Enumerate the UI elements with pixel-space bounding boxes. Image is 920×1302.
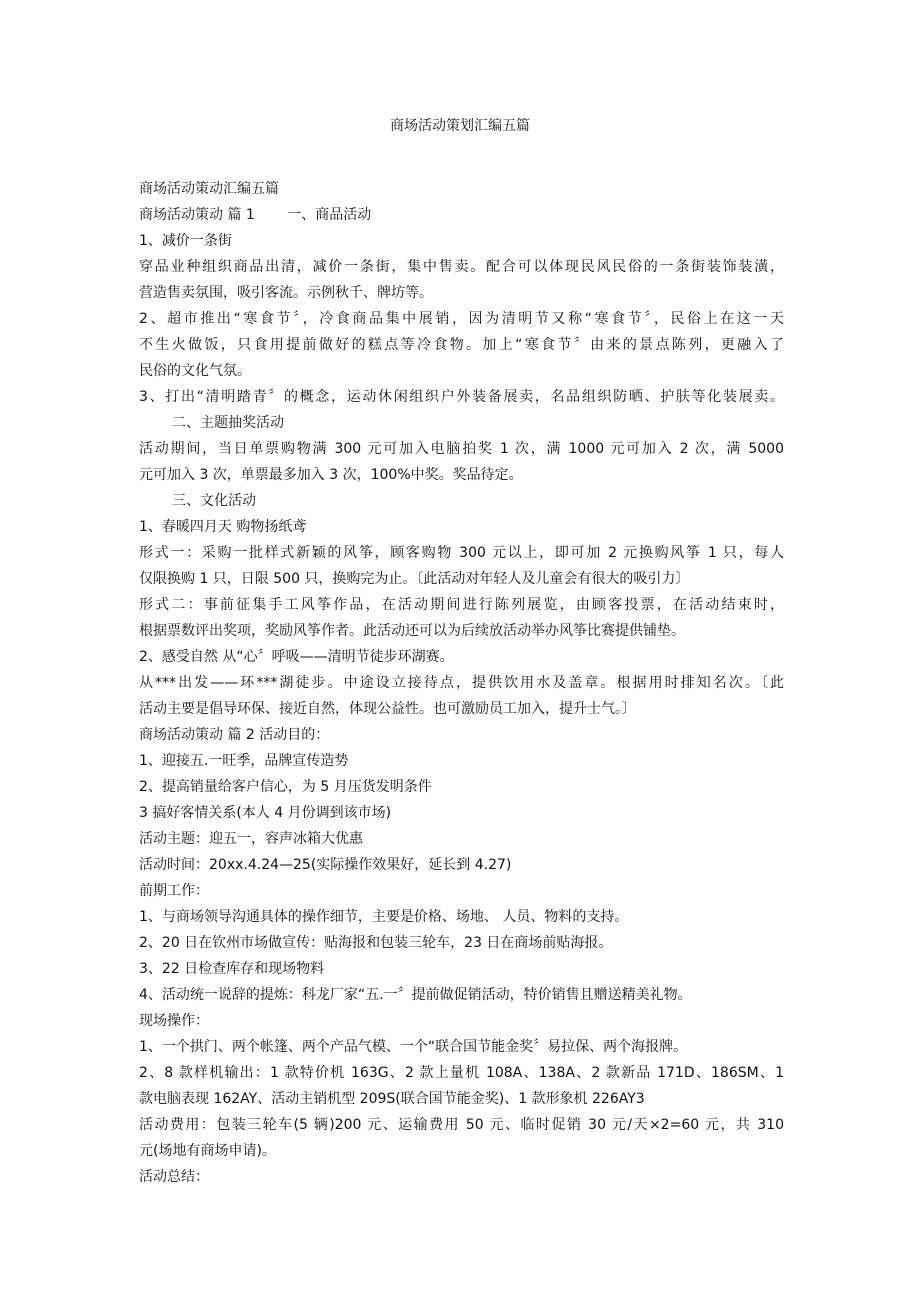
text-line: 活动主题：迎五一，容声冰箱大优惠 xyxy=(139,831,363,847)
text-line: 2、感受自然 从“心〞呼吸——清明节徒步环湖赛。 xyxy=(139,649,454,665)
text-line: 1、减价一条街 xyxy=(139,233,232,249)
text-line: 不生火做饭，只食用提前做好的糕点等冷食物。加上“寒食节〞由来的景点陈列，更融入了 xyxy=(139,337,784,353)
text-line: 2、提高销量给客户信心，为 5 月压货发明条件 xyxy=(139,779,432,795)
text-line: 活动总结： xyxy=(139,1169,209,1185)
text-line: 2、20 日在钦州市场做宣传：贴海报和包装三轮车，23 日在商场前贴海报。 xyxy=(139,935,613,951)
text-line: 商场活动策动汇编五篇 xyxy=(139,181,279,197)
text-line: 形式一：采购一批样式新颖的风筝，顾客购物 300 元以上，即可加 2 元换购风筝 1 只，每人 xyxy=(139,545,784,561)
text-line: 1、迎接五.一旺季，品牌宣传造势 xyxy=(139,753,349,769)
text-line: 商场活动策动 篇 1 一、商品活动 xyxy=(139,207,372,223)
text-line: 3、打出“清明踏青〞的概念，运动休闲组织户外装备展卖，名品组织防晒、护肤等化装展卖。 xyxy=(139,389,784,405)
text-line: 1、春暖四月天 购物扬纸鸢 xyxy=(139,519,307,535)
text-line: 元(场地有商场申请)。 xyxy=(139,1143,276,1159)
document-title: 商场活动策划汇编五篇 xyxy=(390,118,530,134)
text-line: 三、文化活动 xyxy=(172,493,256,509)
text-line: 款电脑表现 162AY、活动主销机型 209S(联合国节能金奖)、1 款形象机 226AY3 xyxy=(139,1091,645,1107)
text-line: 活动时间：20xx.4.24—25(实际操作效果好，延长到 4.27) xyxy=(139,857,512,873)
text-line: 4、活动统一说辞的提炼：科龙厂家“五.一〞提前做促销活动，特价销售且赠送精美礼物。 xyxy=(139,987,692,1003)
text-line: 营造售卖氛围，吸引客流。示例秋千、牌坊等。 xyxy=(139,285,433,301)
text-line: 活动期间，当日单票购物满 300 元可加入电脑拍奖 1 次，满 1000 元可加入 2 次，满 5000 xyxy=(139,441,784,457)
text-line: 形式二：事前征集手工风筝作品，在活动期间进行陈列展览，由顾客投票，在活动结束时， xyxy=(139,597,784,613)
text-line: 3 搞好客情关系(本人 4 月份调到该市场) xyxy=(139,805,392,821)
text-line: 民俗的文化气氛。 xyxy=(139,363,251,379)
text-line: 3、22 日检查库存和现场物料 xyxy=(139,961,325,977)
text-line: 二、主题抽奖活动 xyxy=(172,415,284,431)
text-line: 现场操作： xyxy=(139,1013,209,1029)
text-line: 前期工作： xyxy=(139,883,209,899)
text-line: 活动主要是倡导环保、接近自然，体现公益性。也可激励员工加入，提升士气。〕 xyxy=(139,701,636,717)
text-line: 穿品业种组织商品出清，减价一条街，集中售卖。配合可以体现民风民俗的一条街装饰装潢， xyxy=(139,259,784,275)
text-line: 1、一个拱门、两个帐篷、两个产品气模、一个“联合国节能金奖〞易拉保、两个海报牌。 xyxy=(139,1039,688,1055)
text-line: 从***出发——环***湖徒步。中途设立接待点，提供饮用水及盖章。根据用时排知名次。〔此 xyxy=(139,675,784,691)
text-line: 2、超市推出“寒食节〞，冷食商品集中展销，因为清明节又称“寒食节〞，民俗上在这一天 xyxy=(139,311,784,327)
text-line: 根据票数评出奖项，奖励风筝作者。此活动还可以为后续放活动举办风筝比赛提供铺垫。 xyxy=(139,623,685,639)
text-line: 1、与商场领导沟通具体的操作细节，主要是价格、场地、 人员、物料的支持。 xyxy=(139,909,629,925)
text-line: 2、8 款样机输出：1 款特价机 163G、2 款上量机 108A、138A、2 款新品 171D、186SM、1 xyxy=(139,1065,784,1081)
text-line: 商场活动策动 篇 2 活动目的： xyxy=(139,727,330,743)
document-body xyxy=(139,176,784,1190)
text-line: 仅限换购 1 只，日限 500 只，换购完为止。〔此活动对年轻人及儿童会有很大的吸引力〕 xyxy=(139,571,690,587)
text-line: 元可加入 3 次，单票最多加入 3 次，100%中奖。奖品待定。 xyxy=(139,467,523,483)
text-line: 活动费用：包装三轮车(5 辆)200 元、运输费用 50 元、临时促销 30 元/天×2=60 元，共 310 xyxy=(139,1117,784,1133)
